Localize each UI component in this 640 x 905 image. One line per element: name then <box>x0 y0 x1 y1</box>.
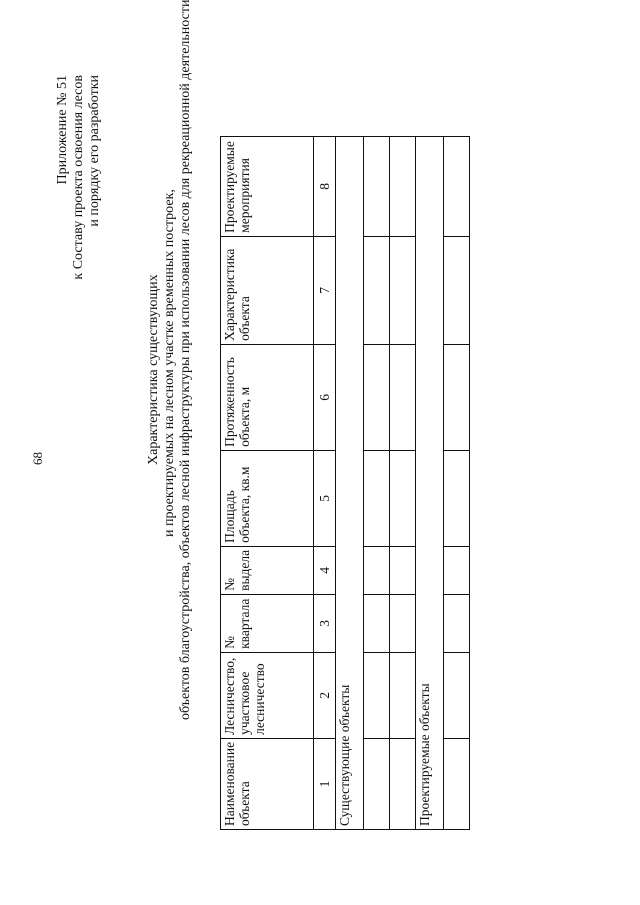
page-number: 68 <box>30 452 45 465</box>
header-allotment-number: № выдела <box>221 546 314 594</box>
header-object-name: Наименование объекта <box>221 738 314 829</box>
column-number: 6 <box>314 344 336 450</box>
header-area: Площадь объекта, кв.м <box>221 450 314 546</box>
table-row <box>390 136 416 829</box>
title-line-2: и проектируемых на лесном участке временных построек, <box>162 189 177 537</box>
column-number: 2 <box>314 652 336 738</box>
column-number: 3 <box>314 594 336 652</box>
header-quarter-number: № квартала <box>221 594 314 652</box>
header-planned-measures: Проектируемые мероприятия <box>221 136 314 236</box>
column-number: 7 <box>314 236 336 344</box>
appendix-number: Приложение № 51 <box>55 75 70 185</box>
table-header-row <box>221 136 314 829</box>
column-number-row <box>314 136 336 829</box>
section-row-planned <box>416 136 444 829</box>
column-number: 5 <box>314 450 336 546</box>
table-row <box>444 136 470 829</box>
title-line-1: Характеристика существующих <box>146 274 161 465</box>
column-number: 8 <box>314 136 336 236</box>
title-line-3: объектов благоустройства, объектов лесной инфраструктуры при использовании лесов для рекреационной деятельности <box>178 0 193 720</box>
section-planned-label: Проектируемые объекты <box>416 136 444 829</box>
column-number: 1 <box>314 738 336 829</box>
section-row-existing <box>336 136 364 829</box>
appendix-line-3: и порядку его разработки <box>87 75 102 227</box>
section-existing-label: Существующие объекты <box>336 136 364 829</box>
objects-table <box>220 136 470 830</box>
header-characteristic: Характеристика объекта <box>221 236 314 344</box>
appendix-line-2: к Составу проекта освоения лесов <box>71 75 86 280</box>
column-number: 4 <box>314 546 336 594</box>
table-row <box>364 136 390 829</box>
header-forestry: Лесничество, участковое лесничество <box>221 652 314 738</box>
header-length: Протяженность объекта, м <box>221 344 314 450</box>
